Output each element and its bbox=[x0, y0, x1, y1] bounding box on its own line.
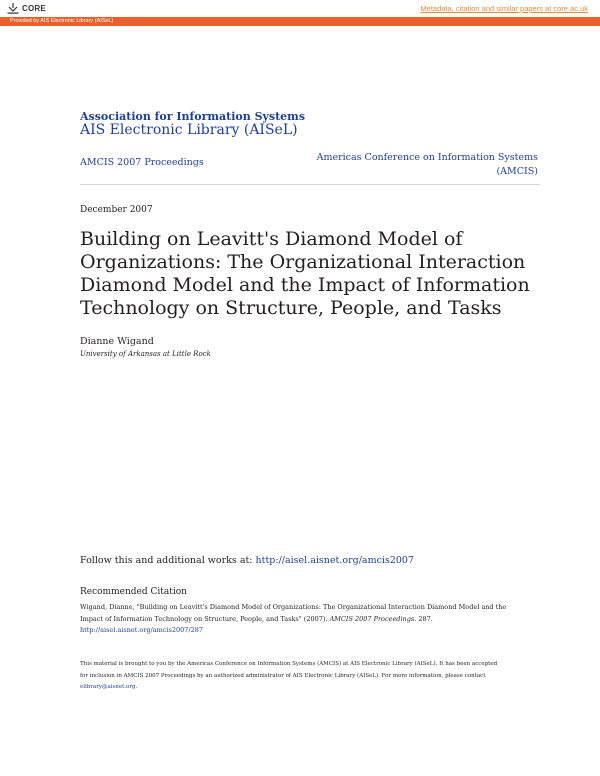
notice-line-1: This material is brought to you by the Americas Conference on Information Systems (AMCIS) at AIS Electronic Library (AISeL). It has been accepted bbox=[80, 661, 498, 667]
author-name: Dianne Wigand bbox=[80, 336, 154, 347]
conference-link[interactable] bbox=[308, 151, 538, 179]
citation-proceedings: AMCIS 2007 Proceedings bbox=[329, 614, 415, 623]
provider-bar bbox=[0, 17, 600, 26]
citation-line-2 bbox=[80, 614, 520, 626]
title-line: Organizations: The Organizational Interaction bbox=[80, 251, 526, 273]
paper-title bbox=[80, 228, 540, 320]
conference-line-2: (AMCIS) bbox=[496, 166, 538, 177]
contact-email-link[interactable]: elibrary@aisnet.org bbox=[80, 684, 136, 690]
header-divider bbox=[80, 184, 540, 185]
core-logo-icon bbox=[6, 2, 20, 15]
access-notice bbox=[80, 659, 530, 694]
follow-prefix: Follow this and additional works at: bbox=[80, 555, 256, 566]
citation-link[interactable]: http://aisel.aisnet.org/amcis2007/287 bbox=[80, 626, 204, 634]
follow-line bbox=[80, 555, 414, 566]
core-logo[interactable] bbox=[6, 2, 46, 15]
core-metadata-link[interactable]: Metadata, citation and similar papers at core.ac.uk bbox=[420, 4, 588, 13]
notice-line-3 bbox=[80, 682, 530, 694]
citation-line-1: Wigand, Dianne, "Building on Leavitt's Diamond Model of Organizations: The Organizational Interaction Diamond Model and the bbox=[80, 603, 507, 611]
publication-date: December 2007 bbox=[80, 205, 153, 215]
proceedings-link[interactable]: AMCIS 2007 Proceedings bbox=[80, 157, 204, 168]
title-line: Diamond Model and the Impact of Information bbox=[80, 274, 530, 296]
notice-end: . bbox=[135, 684, 138, 690]
core-logo-text: CORE bbox=[22, 4, 46, 13]
citation-body bbox=[80, 602, 520, 637]
provider-text[interactable]: Provided by AIS Electronic Library (AISeL) bbox=[10, 18, 114, 24]
repository-library-name[interactable]: AIS Electronic Library (AISeL) bbox=[80, 122, 298, 138]
title-line: Technology on Structure, People, and Tasks bbox=[80, 297, 502, 319]
title-line: Building on Leavitt's Diamond Model of bbox=[80, 228, 463, 250]
conference-line-1: Americas Conference on Information Systems bbox=[316, 152, 538, 163]
repository-organization[interactable]: Association for Information Systems bbox=[80, 110, 306, 123]
author-affiliation: University of Arkansas at Little Rock bbox=[80, 350, 211, 358]
core-banner bbox=[0, 0, 600, 18]
follow-link[interactable]: http://aisel.aisnet.org/amcis2007 bbox=[255, 555, 415, 566]
citation-line-2-text: Impact of Information Technology on Structure, People, and Tasks" (2007). bbox=[80, 614, 330, 623]
citation-line-2-suffix: . 287. bbox=[414, 614, 433, 623]
notice-line-2: for inclusion in AMCIS 2007 Proceedings by an authorized administrator of AIS Electronic Library (AISeL). For more information, please contact bbox=[80, 672, 486, 679]
citation-heading: Recommended Citation bbox=[80, 587, 187, 597]
